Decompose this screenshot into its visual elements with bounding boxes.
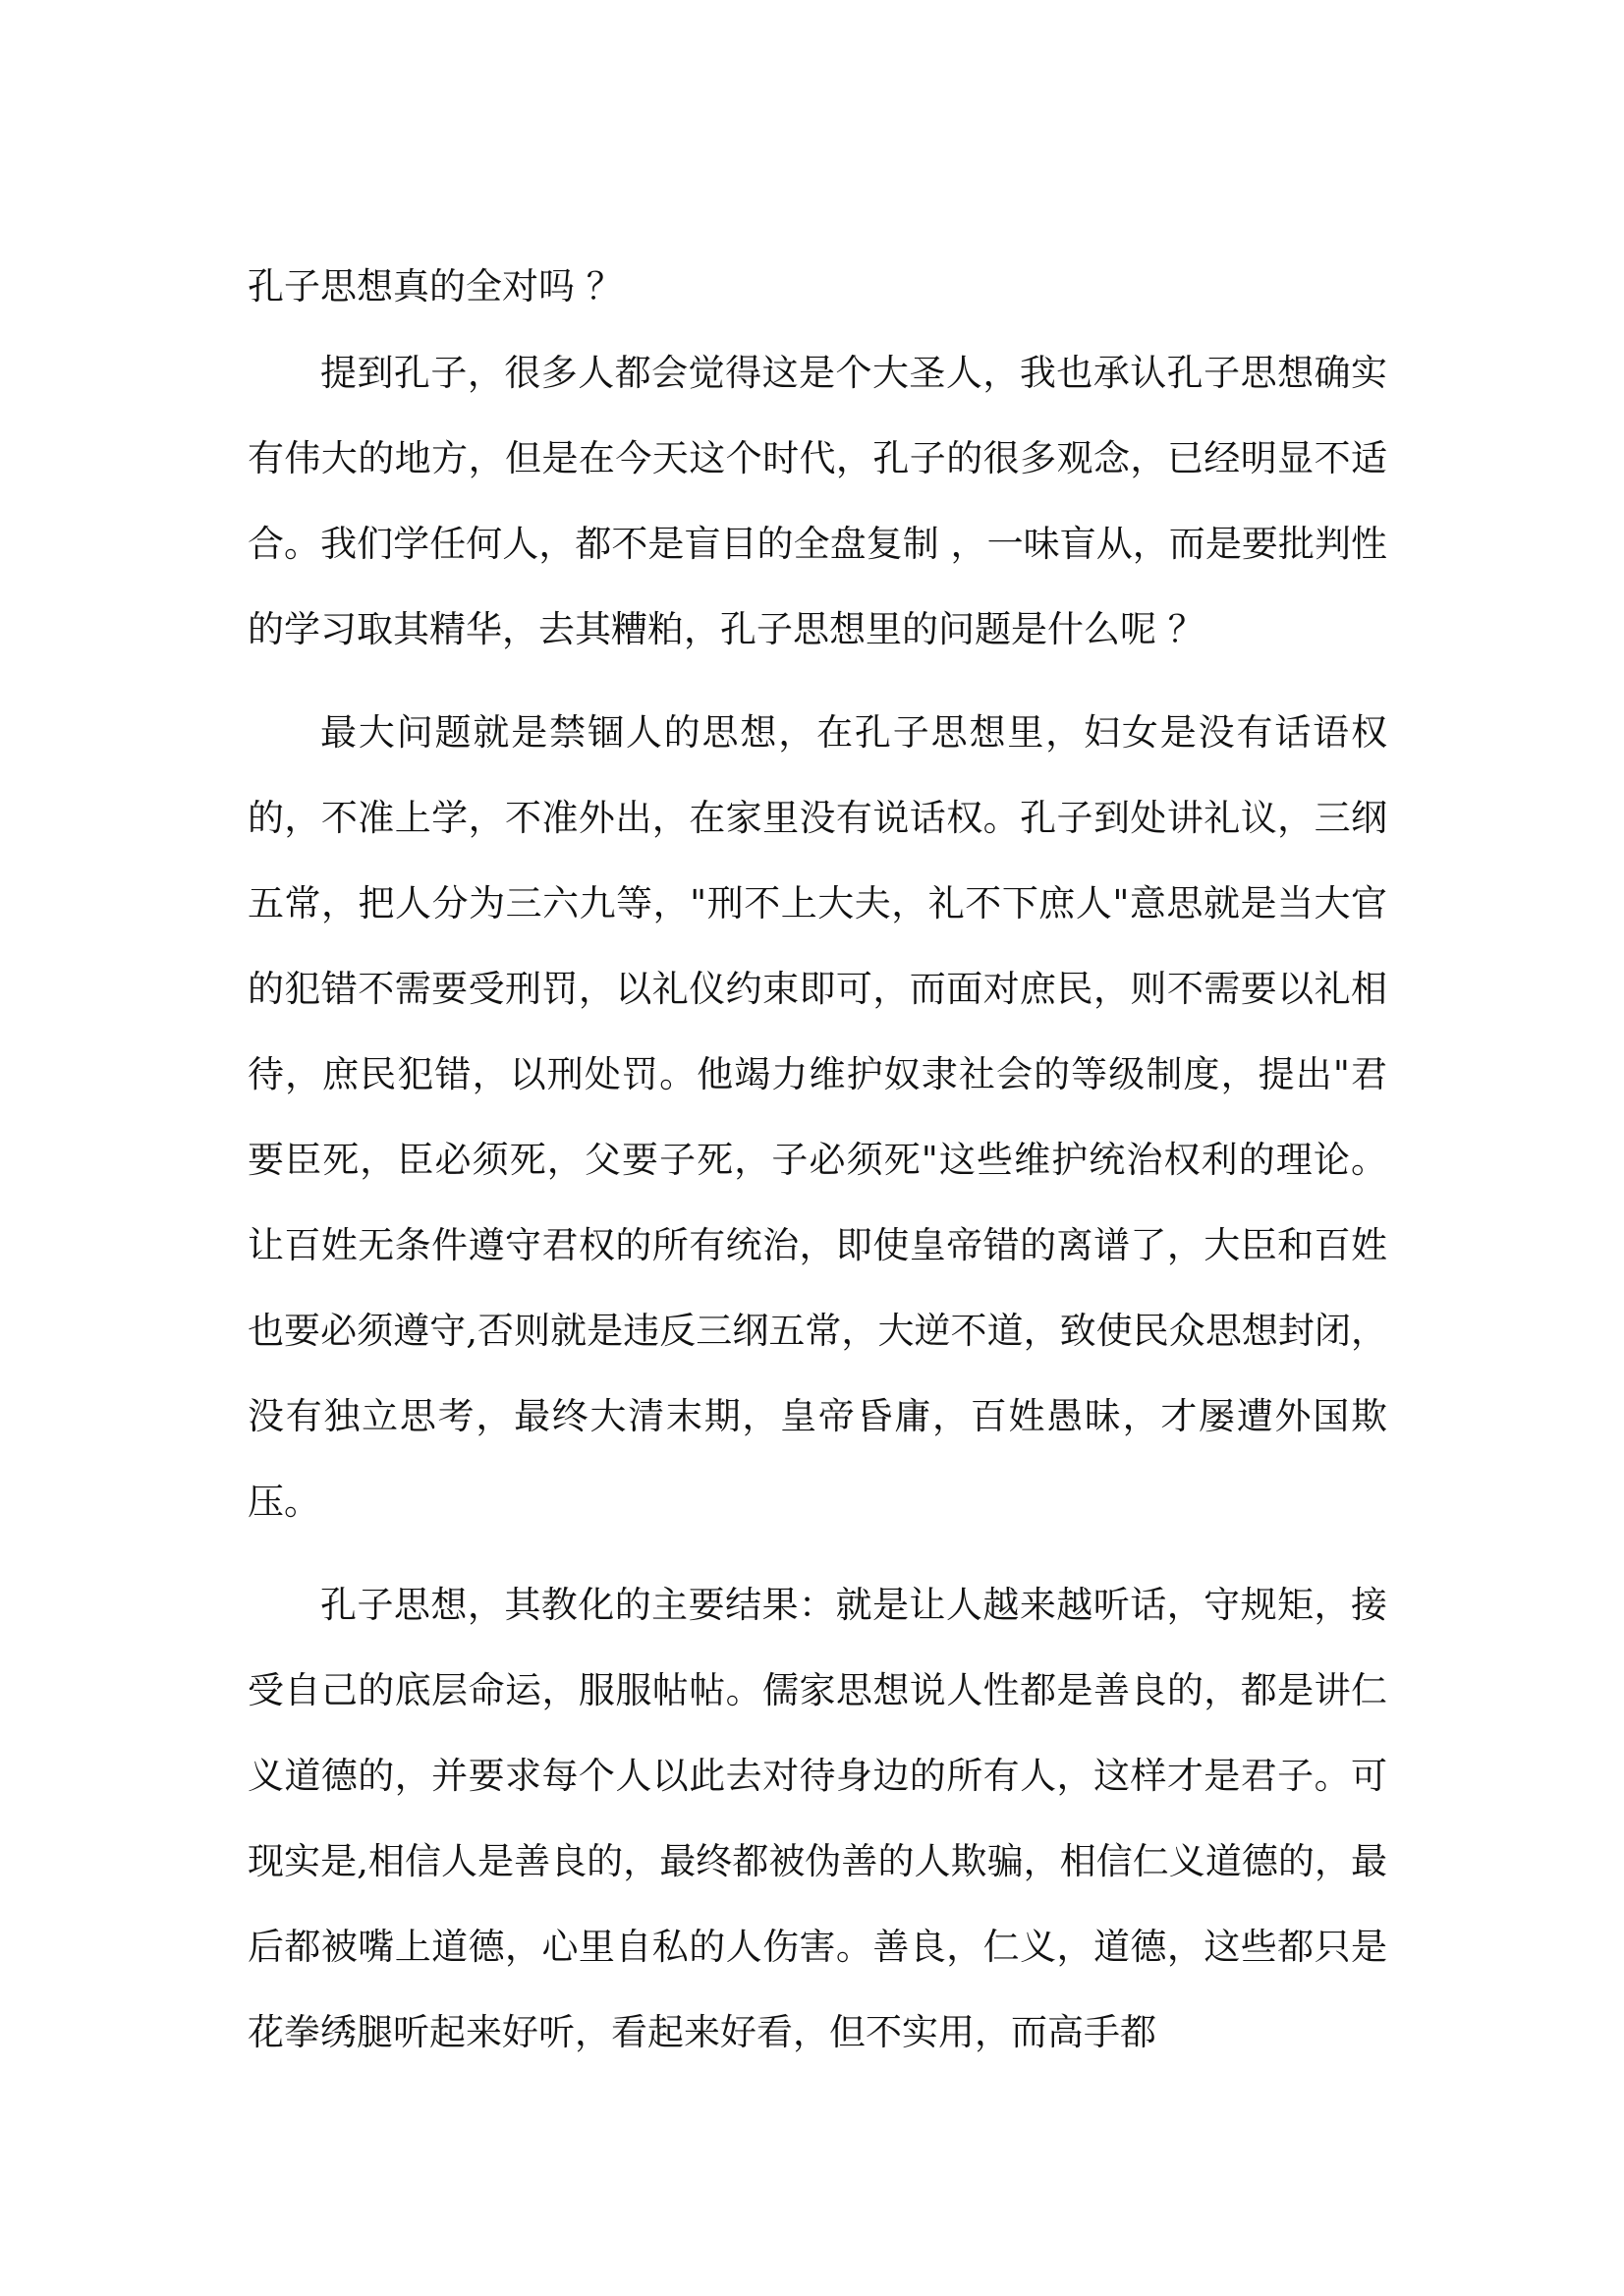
document-title: 孔子思想真的全对吗 ？ [248,265,623,308]
paragraph-education-result: 孔子思想，其教化的主要结果：就是让人越来越听话，守规矩，接受自己的底层命运，服服帖帖。儒家思想说人性都是善良的，都是讲仁义道德的，并要求每个人以此去对待身边的所有人，这样才是君子。可现实是,相信人是善良的，最终都被伪善的人欺骗，相信仁义道德的，最后都被嘴上道德，心里自私的人伤害。善良，仁义，道德，这些都只是花拳绣腿听起来好听，看起来好看，但不实用，而高手都 [248,1584,1387,2053]
paragraph-intro: 提到孔子，很多人都会觉得这是个大圣人，我也承认孔子思想确实有伟大的地方，但是在今天这个时代，孔子的很多观念，已经明显不适合。我们学任何人，都不是盲目的全盘复制 ，一味盲从，而是要批判性的学习取其精华，去其糟粕，孔子思想里的问题是什么呢 ？ [248,352,1387,650]
document-body [248,257,1387,2075]
paragraph-main-problem: 最大问题就是禁锢人的思想，在孔子思想里，妇女是没有话语权的，不准上学，不准外出，在家里没有说话权。孔子到处讲礼议，三纲五常，把人分为三六九等，"刑不上大夫，礼不下庶人"意思就是当大官的犯错不需要受刑罚，以礼仪约束即可，而面对庶民，则不需要以礼相待，庶民犯错，以刑处罚。他竭力维护奴隶社会的等级制度，提出"君要臣死，臣必须死，父要子死，子必须死"这些维护统治权利的理论。让百姓无条件遵守君权的所有统治，即使皇帝错的离谱了，大臣和百姓也要必须遵守,否则就是违反三纲五常，大逆不道，致使民众思想封闭，没有独立思考，最终大清末期，皇帝昏庸，百姓愚昧，才屡遭外国欺压。 [248,711,1387,1523]
